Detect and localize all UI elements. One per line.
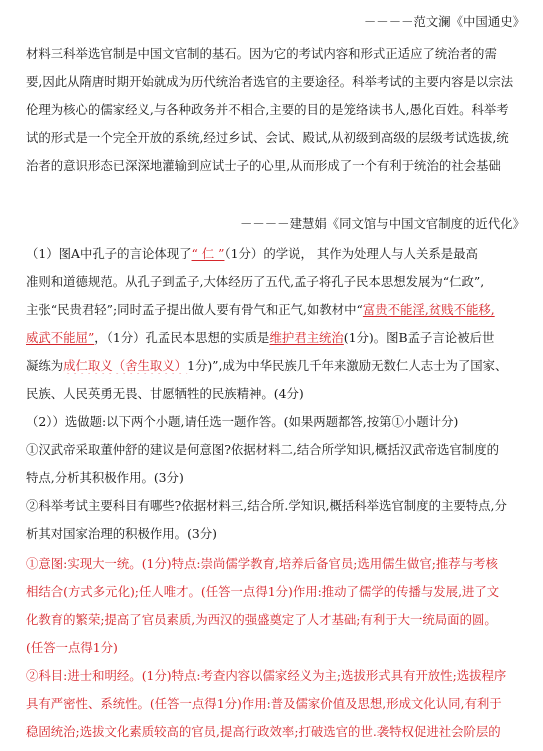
answer-1-text: 主张“民贵君轻”;同时孟子提出做人要有骨气和正气,如教材中“ (26, 302, 363, 317)
answer-key-essence: 维护君主统治 (269, 330, 344, 345)
answer-1-line (26, 246, 533, 262)
material-3-line: 材料三科举选官制是中国文官制的基石。因为它的考试内容和形式正适应了统治者的需 (26, 46, 497, 61)
answer-2-2-line: 具有严密性、系统性。(任答一点得1分)作用:普及儒家价值及思想,形成文化认同,有利于 (26, 696, 502, 711)
source-citation-1: －－－－范文澜《中国通史》 (363, 14, 525, 29)
answer-2-1-line: 化教育的繁荣;提高了官员素质,为西汉的强盛奠定了人才基础;有利于大一统局面的圆。 (26, 612, 497, 627)
question-2-2-line: ②科举考试主要科目有哪些?依据材料三,结合所.学知识,概括科举选官制度的主要特点,分 (26, 498, 507, 513)
material-3-line: 要,因此从隋唐时期开始就成为历代统治者选官的主要途径。科举考试的主要内容是以宗法 (26, 74, 514, 89)
material-3-line: 治者的意识形态已深深地灌输到应试士子的心里,从而形成了一个有利于统治的社会基础 (26, 158, 501, 173)
question-2-2-line: 析其对国家治理的积极作用。(3分) (26, 526, 218, 541)
answer-1-text: 1分)”,成为中华民族几千年来激励无数仁人志士为了国家、 (187, 358, 508, 373)
answer-key-quote: 威武不能屈” (26, 330, 95, 345)
answer-key-ren: “ 仁 ” (191, 246, 225, 261)
answer-2-2-line: ②科目:进士和明经。(1分)特点:考查内容以儒家经义为主;选拔形式具有开放性;选拔程序 (26, 668, 507, 683)
question-2-1-line: 特点,分析其积极作用。(3分) (26, 470, 184, 485)
answer-1-line (26, 330, 533, 346)
answer-1-text: （1）图A中孔子的言论体现了 (26, 246, 192, 261)
answer-1-text: 凝练为 (26, 358, 64, 373)
answer-1-text: (1分)。图B孟子言论被后世 (343, 330, 495, 345)
answer-1-line (26, 358, 533, 374)
answer-2-2-line: 稳固统治;选拔文化素质较高的官员,提高行政效率;打破选官的世.袭特权促进社会阶层的 (26, 724, 501, 739)
source-citation-2: －－－－建慧娟《同文馆与中国文官制度的近代化》 (240, 216, 525, 231)
question-2-line: （2））选做题:以下两个小题,请任选一题作答。(如果两题都答,按第①小题计分) (26, 414, 459, 429)
answer-1-line: 民族、人民英勇无畏、甘愿牺牲的民族精神。(4分) (26, 386, 304, 401)
material-3-line: 伦理为核心的儒家经义,与各种政务并不相合,主要的目的是笼络读书人,愚化百姓。科举考 (26, 102, 509, 117)
answer-1-text: （1分）的学说， 其作为处理人与人关系是最高 (224, 246, 478, 261)
answer-2-1-line: ①意图:实现大一统。(1分)特点:崇尚儒学教育,培养后备官员;选用儒生做官;推荐与考核 (26, 556, 498, 571)
answer-key-quote: 富贵不能淫,贫贱不能移, (362, 302, 495, 317)
answer-1-line: 准则和道德规范。从孔子到孟子,大体经历了五代,孟子将孔子民本思想发展为“仁政”, (26, 274, 485, 289)
answer-key-spirit: 成仁取义（舍生取义） (63, 358, 188, 373)
answer-1-text: ，（1分）孔孟民本思想的实质是 (94, 330, 270, 345)
material-3-line: 试的形式是一个完全开放的系统,经过乡试、会试、殿试,从初级到高级的层级考试选拔,统 (26, 130, 509, 145)
question-2-1-line: ①汉武帝采取董仲舒的建议是何意图?依据材料二,结合所学知识,概括汉武帝选官制度的 (26, 442, 499, 457)
answer-2-1-line: 相结合(方式多元化);任人唯才。(任答一点得1分)作用:推动了儒学的传播与发展,进了文 (26, 584, 500, 599)
answer-2-1-line: (任答一点得1分) (26, 640, 118, 655)
answer-1-line (26, 302, 533, 318)
